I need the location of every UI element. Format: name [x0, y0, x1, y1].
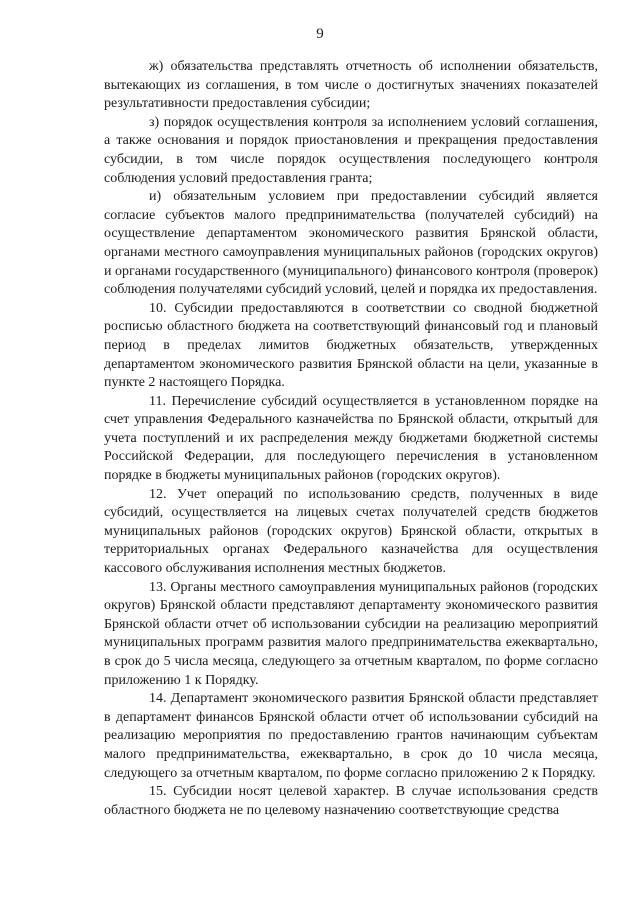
paragraph-z: з) порядок осуществления контроля за исполнением условий соглашения, а также основания и порядок приостановления и прекращения предоставления субсидии, в том числе порядок осуществления последующего контроля соблюдения условий предоставления гранта;: [104, 114, 598, 186]
paragraph-15: 15. Субсидии носят целевой характер. В случае использования средств областного бюджета не по целевому назначению соответствующие средства: [104, 784, 598, 818]
paragraph-i: и) обязательным условием при предоставлении субсидий является согласие субъектов малого предпринимательства (получателей субсидий) на осуществление департаментом экономического развития Брянской области, органами местного самоуправления муниципальных районов (городских округов) и органами государственного (муниципального) финансового контроля (проверок) соблюдения получателями субсидий условий, целей и порядка их предоставления.: [104, 189, 598, 298]
page-number: 9: [316, 26, 324, 42]
paragraph-14: 14. Департамент экономического развития Брянской области представляет в департамент финансов Брянской области отчет об использовании субсидий на реализацию мероприятия по предоставлению грантов начинающим субъектам малого предпринимательства, ежеквартально, в срок до 10 числа месяца, следующего за отчетным кварталом, по форме согласно приложению 2 к Порядку.: [104, 691, 598, 781]
paragraph-zh: ж) обязательства представлять отчетность об исполнении обязательств, вытекающих из соглашения, в том числе о достигнутых значениях показателей результативности предоставления субсидии;: [104, 59, 598, 112]
paragraph-10: 10. Субсидии предоставляются в соответствии со сводной бюджетной росписью областного бюджета на соответствующий финансовый год и плановый период в пределах лимитов бюджетных обязательств, утвержденных департаментом экономического развития Брянской области на цели, указанные в пункте 2 настоящего Порядка.: [104, 300, 598, 391]
paragraph-12: 12. Учет операций по использованию средств, полученных в виде субсидий, осуществляется на лицевых счетах получателей средств бюджетов муниципальных районов (городских округов) Брянской области, открытых в территориальных органах Федерального казначейства для осуществления кассового обслуживания исполнения местных бюджетов.: [104, 486, 598, 577]
paragraph-11: 11. Перечисление субсидий осуществляется в установленном порядке на счет управления Федерального казначейства по Брянской области, открытый для учета поступлений и их распределения между бюджетами бюджетной системы Российской Федерации, для последующего перечисления в установленном порядке в бюджеты муниципальных районов (городских округов).: [104, 393, 598, 484]
document-body: [104, 58, 598, 820]
paragraph-13: 13. Органы местного самоуправления муниципальных районов (городских округов) Брянской области представляют департаменту экономического развития Брянской области отчет об использовании субсидии на реализацию мероприятий муниципальных программ развития малого предпринимательства ежеквартально, в срок до 5 числа месяца, следующего за отчетным кварталом, по форме согласно приложению 1 к Порядку.: [104, 579, 598, 688]
